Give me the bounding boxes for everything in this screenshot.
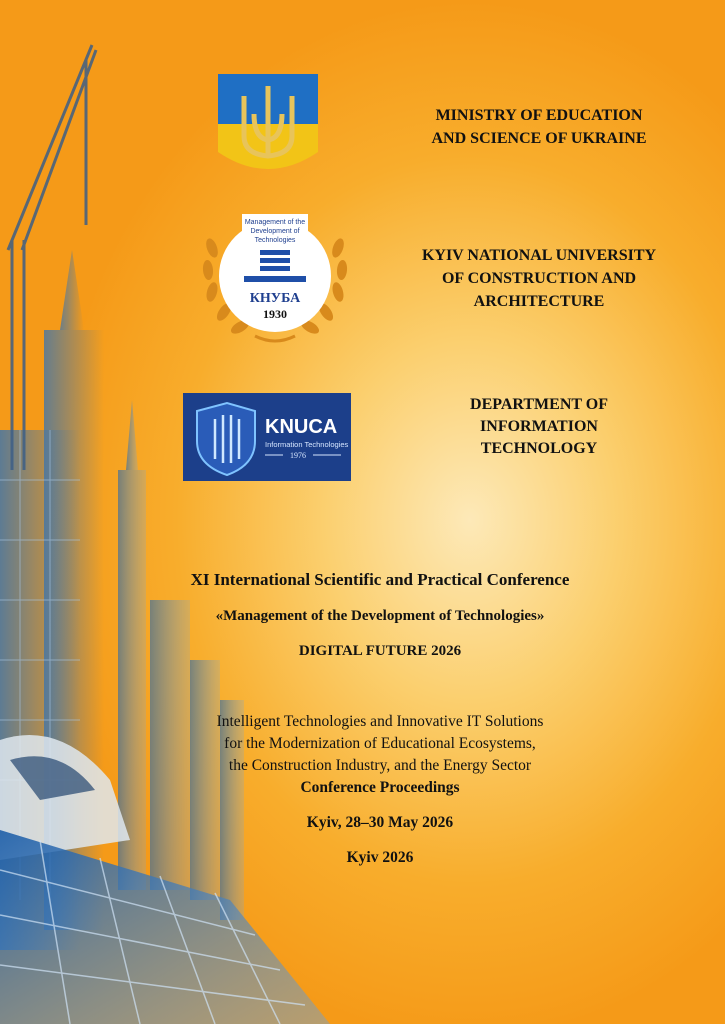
ministry-line-1: MINISTRY OF EDUCATION xyxy=(435,107,643,124)
ministry-heading xyxy=(396,104,682,150)
department-line-1: DEPARTMENT OF xyxy=(470,396,608,413)
knuba-university-logo xyxy=(200,208,350,348)
knuca-year: 1976 xyxy=(290,451,306,460)
topic-line-3: the Construction Industry, and the Energy Sector xyxy=(228,757,532,774)
kneba-name: КНУБА xyxy=(249,291,301,306)
kneba-line-1: Management of the xyxy=(244,219,306,226)
topic-line-2: for the Modernization of Educational Ecosystems, xyxy=(224,735,536,752)
university-line-2: OF CONSTRUCTION AND xyxy=(441,270,637,287)
department-line-2: INFORMATION xyxy=(480,418,598,435)
conference-topic xyxy=(100,711,660,777)
topic-line-1: Intelligent Technologies and Innovative IT Solutions xyxy=(216,713,544,730)
kneba-year: 1930 xyxy=(263,307,287,321)
university-heading xyxy=(396,244,682,313)
kneba-line-3: Technologies xyxy=(254,237,296,244)
conference-title: XI International Scientific and Practical Conference xyxy=(190,570,570,589)
imprint: Kyiv 2026 xyxy=(346,849,414,866)
trident-emblem-icon xyxy=(218,74,318,178)
department-line-3: TECHNOLOGY xyxy=(480,440,598,457)
conference-dates: Kyiv, 28–30 May 2026 xyxy=(306,814,454,831)
document-type: Conference Proceedings xyxy=(300,779,460,796)
department-heading xyxy=(396,394,682,460)
knuca-name: KNUCA xyxy=(265,416,338,438)
knuca-it-logo xyxy=(183,393,351,481)
university-line-3: ARCHITECTURE xyxy=(473,293,605,310)
kneba-line-2: Development of xyxy=(250,228,300,235)
university-line-1: KYIV NATIONAL UNIVERSITY xyxy=(421,247,657,264)
ministry-line-2: AND SCIENCE OF UKRAINE xyxy=(431,130,647,147)
conference-subtitle: «Management of the Development of Technologies» xyxy=(215,608,545,624)
knuca-subtitle: Information Technologies xyxy=(265,440,349,449)
event-name: DIGITAL FUTURE 2026 xyxy=(298,643,462,659)
